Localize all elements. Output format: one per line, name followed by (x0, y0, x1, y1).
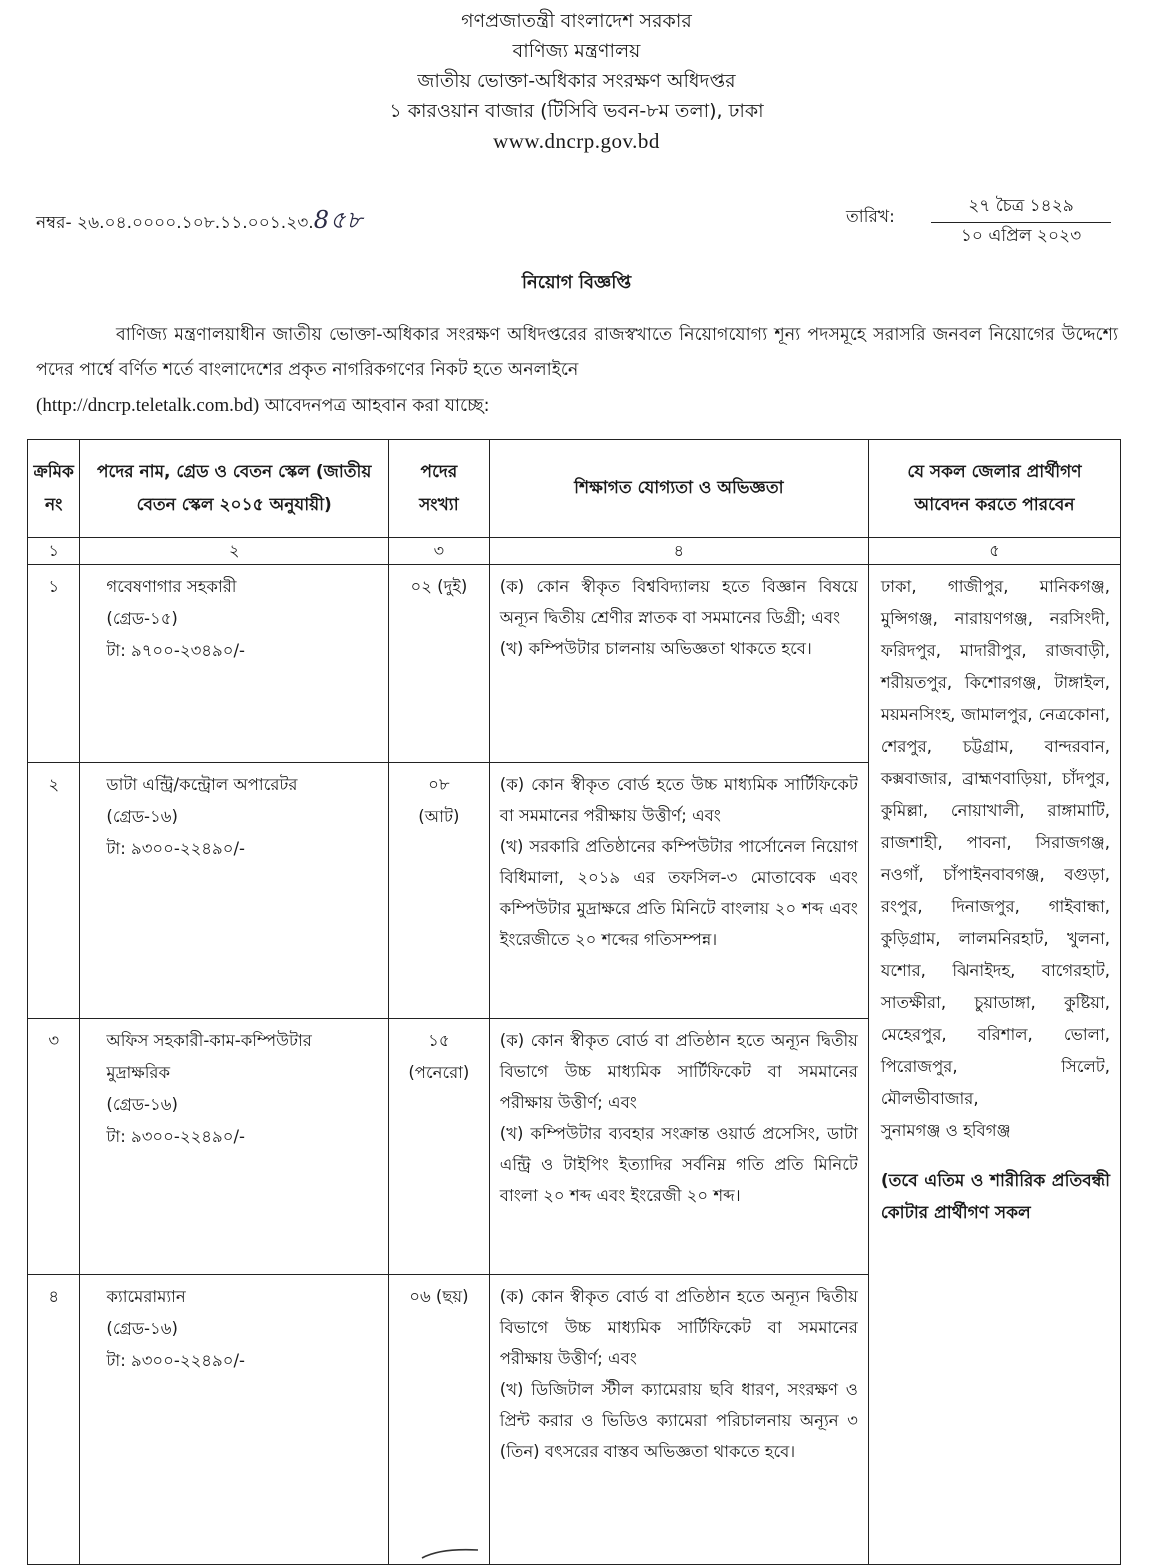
row-serial: ১ (28, 565, 80, 763)
qualification-b: (খ) ডিজিটাল স্টীল ক্যামেরায় ছবি ধারণ, সংরক্ষণ ও প্রিন্ট করার ও ভিডিও ক্যামেরা পরিচালনায় অন্যূন ৩ (তিন) বৎসরের বাস্তব অভিজ্ঞতা থাকতে হবে। (499, 1380, 858, 1461)
districts-list: ঢাকা, গাজীপুর, মানিকগঞ্জ, মুন্সিগঞ্জ, নারায়ণগঞ্জ, নরসিংদী, ফরিদপুর, মাদারীপুর, রাজবাড়ী, শরীয়তপুর, কিশোরগঞ্জ, টাঙ্গাইল, ময়মনসিংহ, জামালপুর, নেত্রকোনা, শেরপুর, চট্টগ্রাম, বান্দরবান, কক্সবাজার, ব্রাহ্মণবাড়িয়া, চাঁদপুর, কুমিল্লা, নোয়াখালী, রাঙ্গামাটি, রাজশাহী, পাবনা, সিরাজগঞ্জ, নওগাঁ, চাঁপাইনবাবগঞ্জ, বগুড়া, রংপুর, দিনাজপুর, গাইবান্ধা, কুড়িগ্রাম, লালমনিরহাট, খুলনা, যশোর, ঝিনাইদহ, বাগেরহাট, সাতক্ষীরা, চুয়াডাঙ্গা, কুষ্টিয়া, মেহেরপুর, বরিশাল, ভোলা, পিরোজপুর, সিলেট, মৌলভীবাজার, (880, 577, 1110, 1108)
row-serial: ২ (28, 763, 80, 1019)
post-cell (80, 763, 389, 1019)
post-name: ডাটা এন্ট্রি/কন্ট্রোল অপারেটর (106, 775, 298, 794)
memo-row (36, 196, 1116, 250)
qualification-a: (ক) কোন স্বীকৃত বোর্ড বা প্রতিষ্ঠান হতে অন্যূন দ্বিতীয় বিভাগে উচ্চ মাধ্যমিক সার্টিফিকেট বা সমমানের পরীক্ষায় উত্তীর্ণ; এবং (499, 1031, 858, 1112)
column-number: ৩ (388, 538, 489, 565)
table-row (28, 565, 1121, 763)
row-serial: ৪ (28, 1275, 80, 1565)
post-cell (80, 1019, 389, 1275)
date-bangla: ২৭ চৈত্র ১৪২৯ (931, 194, 1111, 223)
post-scale: টা: ৯৩০০-২২৪৯০/- (106, 1127, 245, 1146)
memo-number-handwritten: 8৫৮ (313, 206, 364, 234)
post-count-text: ১৫ (পনেরো) (408, 1031, 470, 1082)
application-url[interactable]: (http://dncrp.teletalk.com.bd) (36, 395, 260, 416)
qualification-cell (489, 763, 868, 1019)
post-grade: (গ্রেড-১৬) (106, 1095, 178, 1114)
qualification-cell (489, 565, 868, 763)
website-link[interactable]: www.dncrp.gov.bd (493, 129, 660, 153)
column-number: ১ (28, 538, 80, 565)
post-count-text: ০৮ (আট) (418, 775, 460, 826)
memo-number-prefix: নম্বর- ২৬.০৪.০০০০.১০৮.১১.০০১.২৩. (36, 213, 314, 233)
ministry-name: বাণিজ্য মন্ত্রণালয় (512, 40, 641, 62)
posts-table (27, 439, 1121, 1565)
post-scale: টা: ৯৩০০-২২৪৯০/- (106, 1351, 245, 1370)
post-name: ক্যামেরাম্যান (106, 1287, 186, 1306)
post-count (388, 763, 489, 1019)
notice-title: নিয়োগ বিজ্ঞপ্তি (521, 272, 632, 293)
post-cell (80, 565, 389, 763)
qualification-a: (ক) কোন স্বীকৃত বিশ্ববিদ্যালয় হতে বিজ্ঞান বিষয়ে অন্যূন দ্বিতীয় শ্রেণীর স্নাতক বা সমমানের ডিগ্রী; এবং (499, 577, 858, 627)
post-count: ০৬ (ছয়) (388, 1275, 489, 1565)
table-header-row (28, 440, 1121, 538)
memo-number (36, 202, 363, 242)
header-districts: যে সকল জেলার প্রার্থীগণ আবেদন করতে পারবেন (868, 440, 1120, 538)
govt-name: গণপ্রজাতন্ত্রী বাংলাদেশ সরকার (461, 10, 692, 32)
intro-text: বাণিজ্য মন্ত্রণালয়াধীন জাতীয় ভোক্তা-অধিকার সংরক্ষণ অধিদপ্তরের রাজস্বখাতে নিয়োগযোগ্য শূন্য পদসমূহে সরাসরি জনবল নিয়োগের উদ্দেশ্যে পদের পার্শ্বে বর্ণিত শর্তে বাংলাদেশের প্রকৃত নাগরিকগণের নিকট হতে অনলাইনে (36, 325, 1118, 380)
header-serial: ক্রমিক নং (28, 440, 80, 538)
post-grade: (গ্রেড-১৬) (106, 807, 178, 826)
header-post: পদের নাম, গ্রেড ও বেতন স্কেল (জাতীয় বেতন স্কেল ২০১৫ অনুযায়ী) (80, 440, 389, 538)
directorate-name: জাতীয় ভোক্তা-অধিকার সংরক্ষণ অধিদপ্তর (417, 70, 736, 92)
post-scale: টা: ৯৩০০-২২৪৯০/- (106, 839, 245, 858)
letterhead (0, 6, 1153, 156)
post-grade: (গ্রেড-১৬) (106, 1319, 178, 1338)
page-mark (420, 1546, 480, 1560)
date-gregorian: ১০ এপ্রিল ২০২৩ (960, 226, 1082, 246)
post-count (388, 1019, 489, 1275)
quota-note (881, 1165, 1110, 1229)
post-grade: (গ্রেড-১৫) (106, 609, 178, 628)
header-count: পদের সংখ্যা (388, 440, 489, 538)
post-name: অফিস সহকারী-কাম-কম্পিউটার মুদ্রাক্ষরিক (106, 1031, 312, 1082)
qualification-a: (ক) কোন স্বীকৃত বোর্ড হতে উচ্চ মাধ্যমিক সার্টিফিকেট বা সমমানের পরীক্ষায় উত্তীর্ণ; এবং (499, 775, 858, 825)
column-number: ৫ (868, 538, 1120, 565)
qualification-b: (খ) সরকারি প্রতিষ্ঠানের কম্পিউটার পার্সোনেল নিয়োগ বিধিমালা, ২০১৯ এর তফসিল-৩ মোতাবেক এবং কম্পিউটার মুদ্রাক্ষরে প্রতি মিনিটে বাংলায় ২০ শব্দ এবং ইংরেজীতে ২০ শব্দের গতিসম্পন্ন। (499, 837, 858, 949)
intro-tail: আবেদনপত্র আহবান করা যাচ্ছে: (264, 396, 490, 416)
post-cell (80, 1275, 389, 1565)
column-number: ৪ (489, 538, 868, 565)
date-box (931, 194, 1111, 249)
post-scale: টা: ৯৭০০-২৩৪৯০/- (106, 641, 245, 660)
qualification-b: (খ) কম্পিউটার ব্যবহার সংক্রান্ত ওয়ার্ড প্রসেসিং, ডাটা এন্ট্রি ও টাইপিং ইত্যাদির সর্বনিম্ন গতি প্রতি মিনিটে বাংলা ২০ শব্দ এবং ইংরেজী ২০ শব্দ। (499, 1124, 858, 1205)
column-number: ২ (80, 538, 389, 565)
post-name: গবেষণাগার সহকারী (106, 577, 237, 596)
row-serial: ৩ (28, 1019, 80, 1275)
date-label: তারিখ: (846, 207, 895, 227)
office-address: ১ কারওয়ান বাজার (টিসিবি ভবন-৮ম তলা), ঢাকা (389, 100, 764, 122)
qualification-cell (489, 1019, 868, 1275)
qualification-b: (খ) কম্পিউটার চালনায় অভিজ্ঞতা থাকতে হবে। (499, 639, 812, 658)
districts-cell (868, 565, 1120, 1565)
quota-note-text: (তবে এতিম ও শারীরিক প্রতিবন্ধী কোটার প্রার্থীগণ সকল (880, 1171, 1110, 1223)
intro-paragraph (36, 318, 1118, 424)
districts-list-last: সুনামগঞ্জ ও হবিগঞ্জ (880, 1121, 1011, 1140)
column-number-row (28, 538, 1121, 565)
qualification-a: (ক) কোন স্বীকৃত বোর্ড বা প্রতিষ্ঠান হতে অন্যূন দ্বিতীয় বিভাগে উচ্চ মাধ্যমিক সার্টিফিকেট বা সমমানের পরীক্ষায় উত্তীর্ণ; এবং (499, 1287, 858, 1368)
qualification-cell (489, 1275, 868, 1565)
post-count: ০২ (দুই) (388, 565, 489, 763)
header-qualification: শিক্ষাগত যোগ্যতা ও অভিজ্ঞতা (489, 440, 868, 538)
